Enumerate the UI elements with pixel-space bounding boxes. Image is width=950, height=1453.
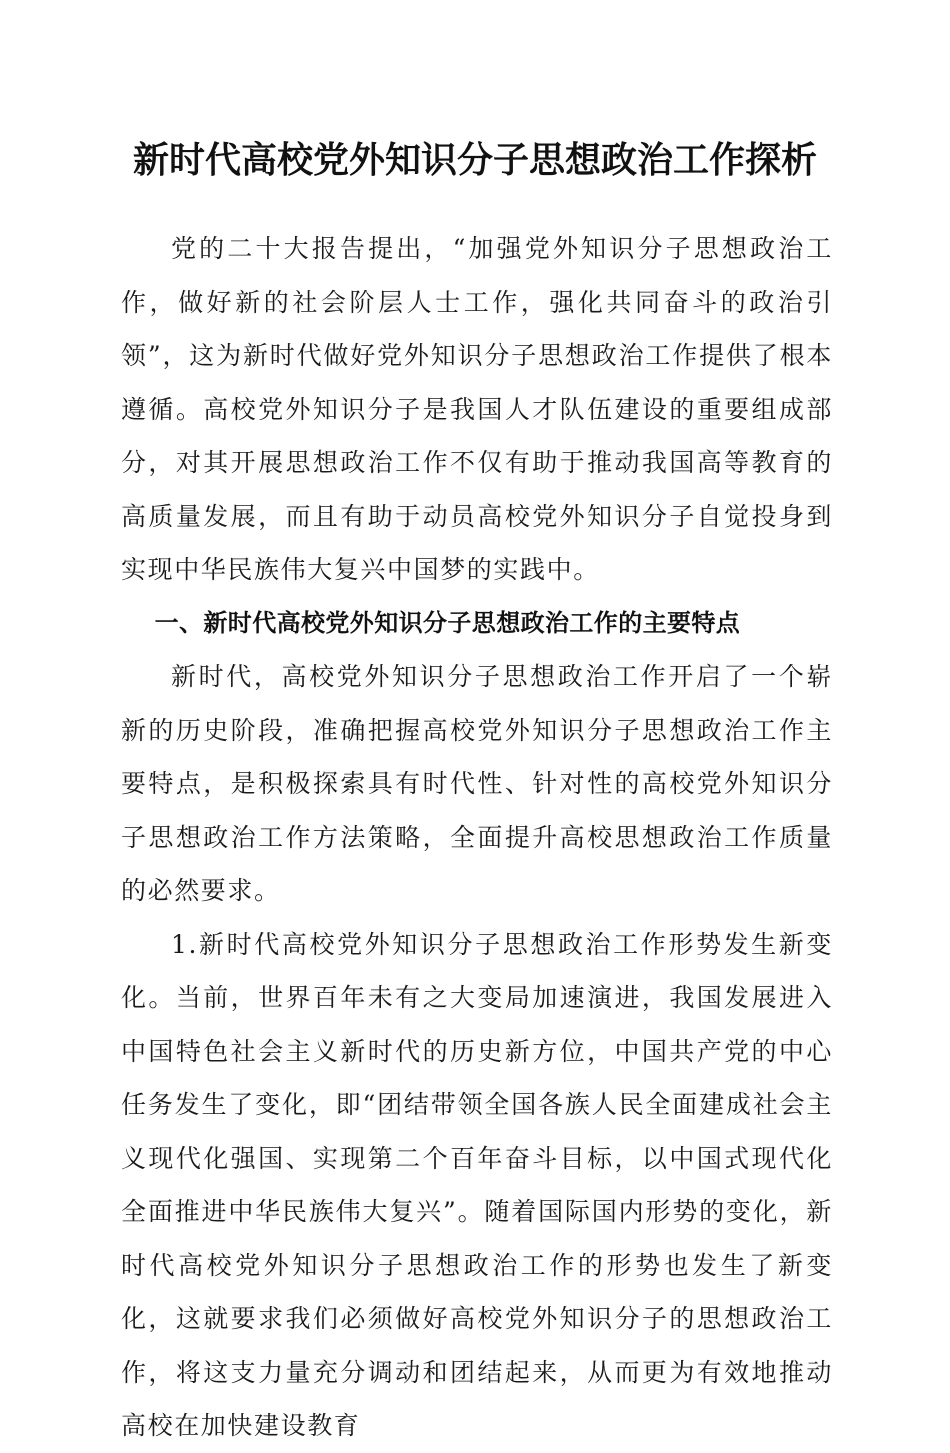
section-paragraph: 新时代，高校党外知识分子思想政治工作开启了一个崭新的历史阶段，准确把握高校党外知识分子思想政治工作主要特点，是积极探索具有时代性、针对性的高校党外知识分子思想政治工作方法策略，全面提升高校思想政治工作质量的必然要求。 — [121, 662, 833, 905]
section-paragraph: 1.新时代高校党外知识分子思想政治工作形势发生新变化。当前，世界百年未有之大变局加速演进，我国发展进入中国特色社会主义新时代的历史新方位，中国共产党的中心任务发生了变化，即“团结带领全国各族人民全面建成社会主义现代化强国、实现第二个百年奋斗目标，以中国式现代化全面推进中华民族伟大复兴”。随着国际国内形势的变化，新时代高校党外知识分子思想政治工作的形势也发生了新变化，这就要求我们必须做好高校党外知识分子的思想政治工作，将这支力量充分调动和团结起来，从而更为有效地推动高校在加快建设教育 — [121, 929, 833, 1440]
section-heading: 一、新时代高校党外知识分子思想政治工作的主要特点 — [154, 608, 741, 637]
intro-paragraph: 党的二十大报告提出，“加强党外知识分子思想政治工作，做好新的社会阶层人士工作，强化共同奋斗的政治引领”，这为新时代做好党外知识分子思想政治工作提供了根本遵循。高校党外知识分子是我国人才队伍建设的重要组成部分，对其开展思想政治工作不仅有助于推动我国高等教育的高质量发展，而且有助于动员高校党外知识分子自觉投身到实现中华民族伟大复兴中国梦的实践中。 — [121, 234, 833, 584]
document-body — [121, 222, 833, 1453]
document-title: 新时代高校党外知识分子思想政治工作探析 — [132, 139, 817, 181]
